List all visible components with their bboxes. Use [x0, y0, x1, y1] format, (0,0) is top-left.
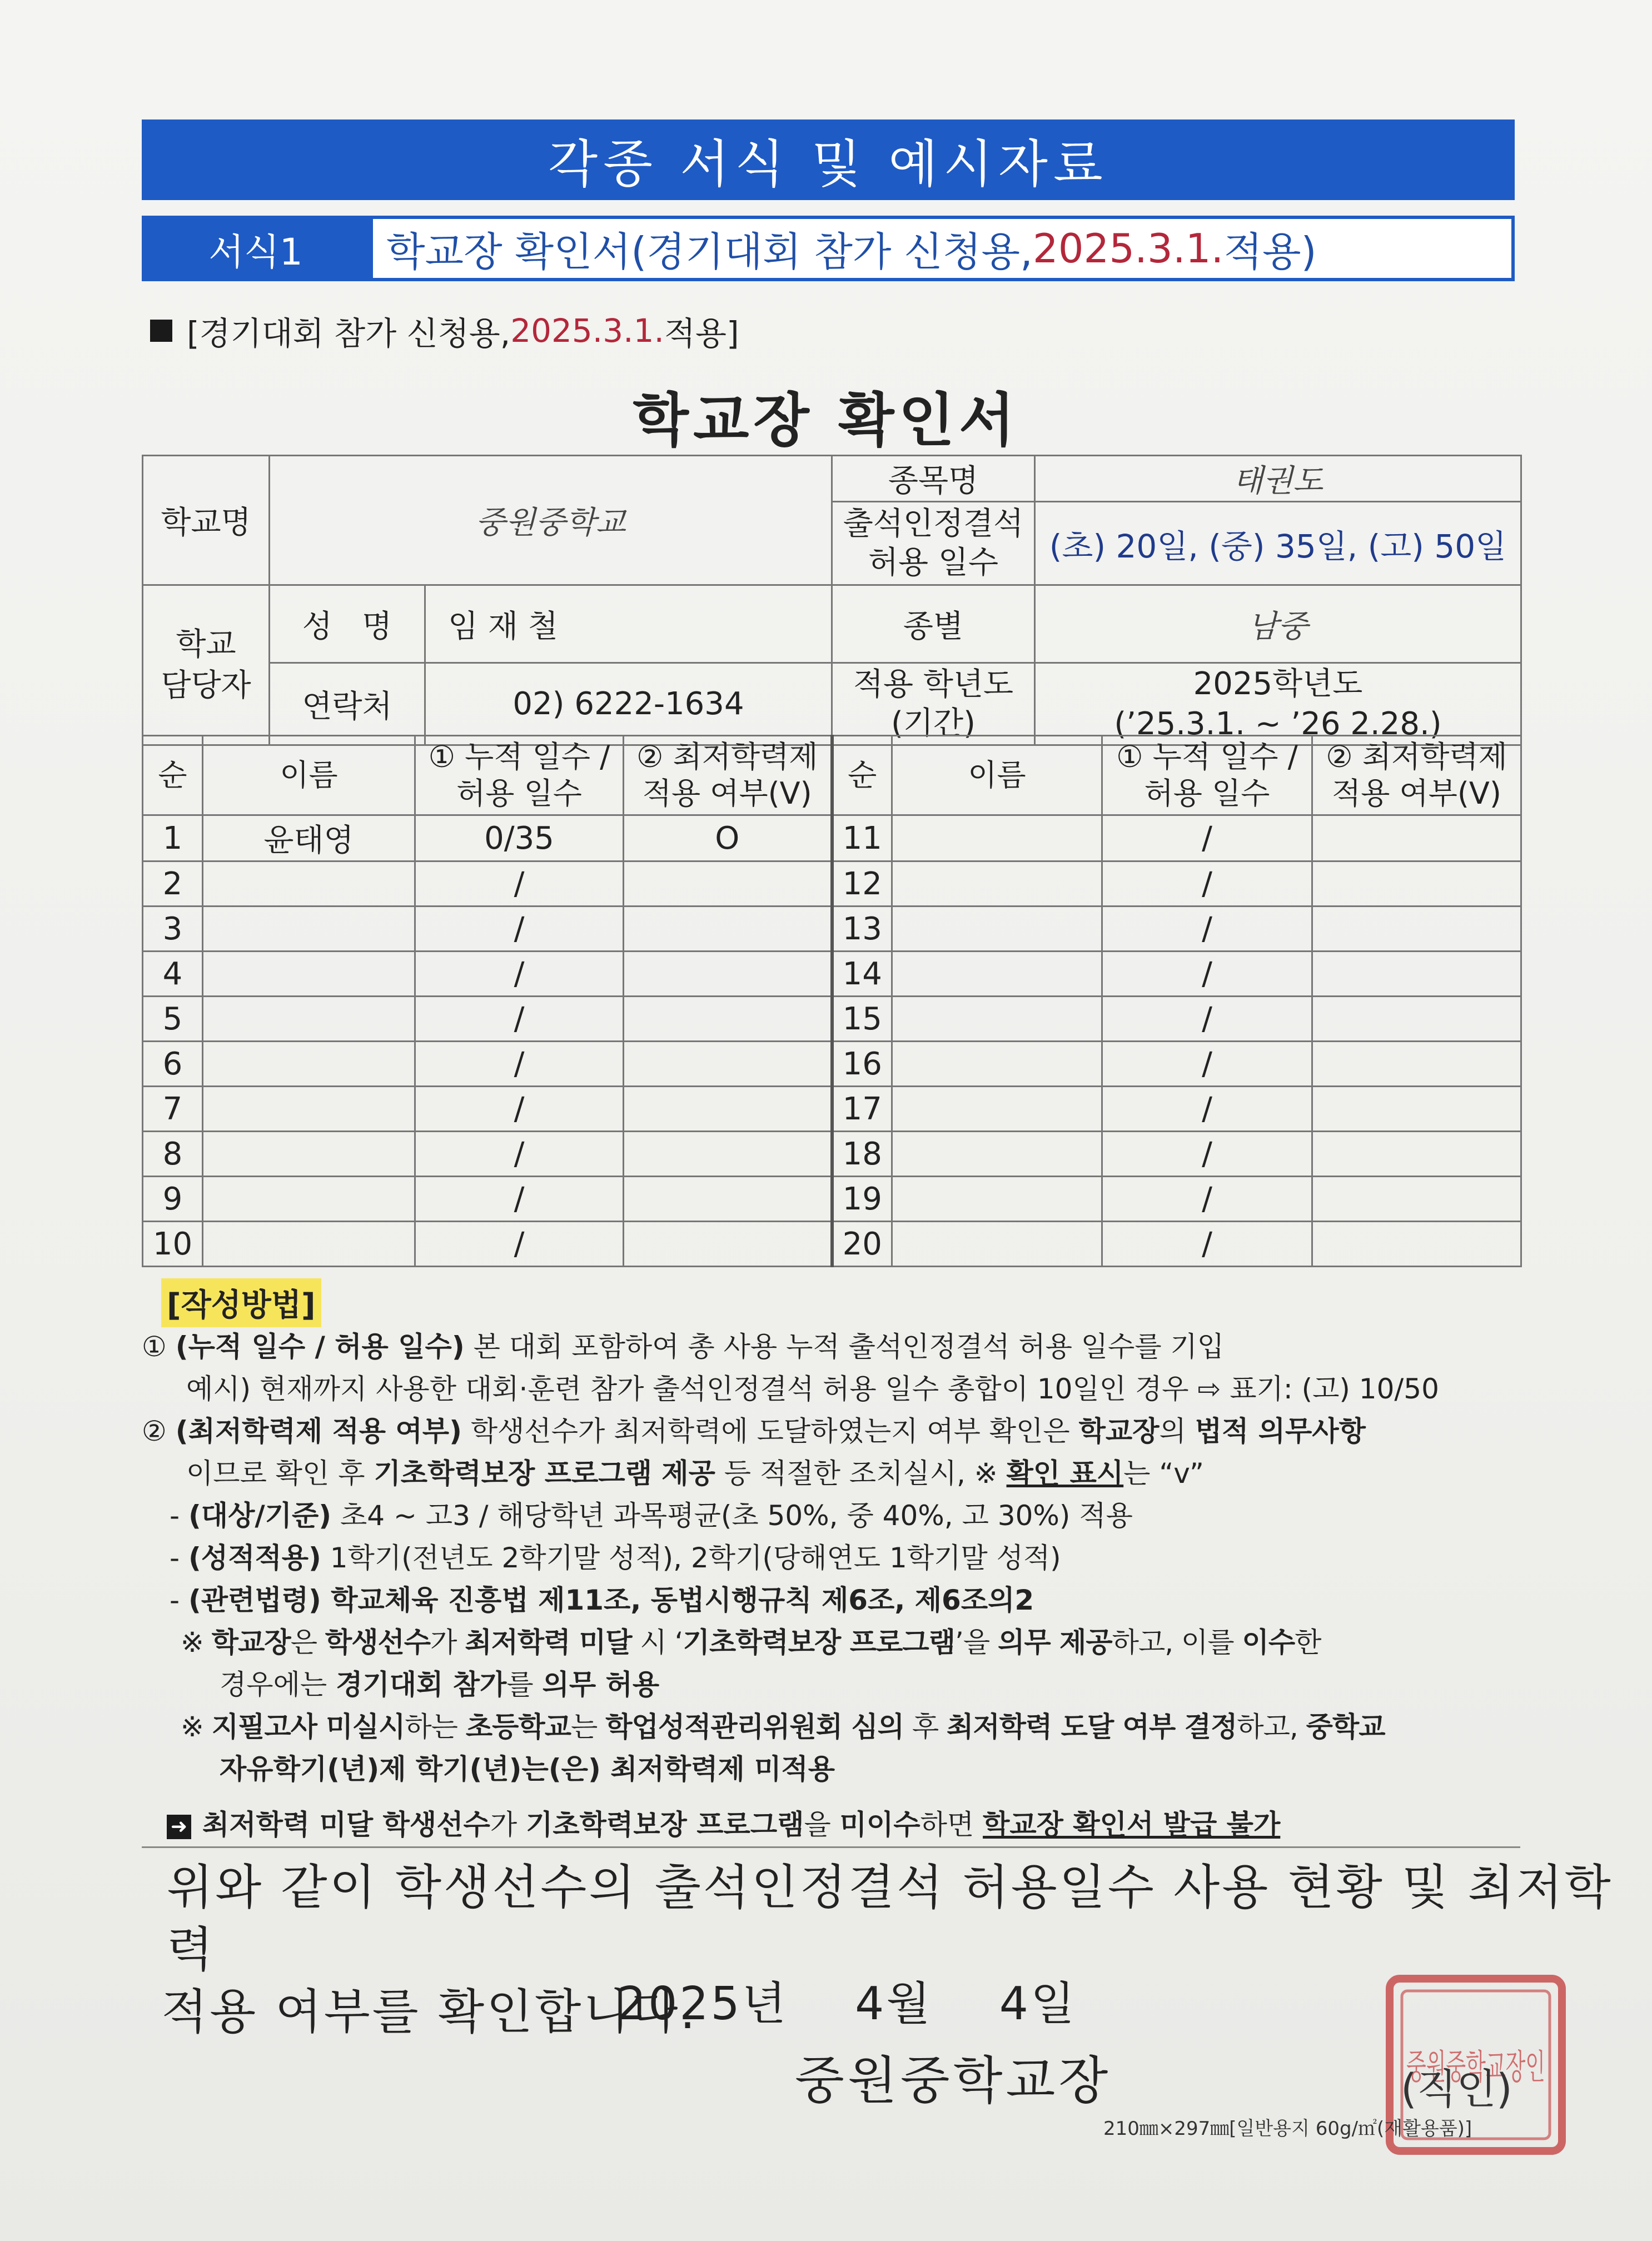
note-bold: 학교장 — [211, 1626, 291, 1659]
remark-1 — [181, 1621, 1321, 1664]
min-level-check — [624, 1177, 832, 1222]
note-marker: ① — [142, 1331, 176, 1363]
col-header-min-line: ② 최저학력제 — [1326, 739, 1507, 774]
student-name — [892, 1177, 1102, 1222]
form-name-part: 적용) — [1223, 228, 1317, 275]
note-text: 본 대회 포함하여 총 사용 누적 출석인정결석 허용 일수를 기입 — [464, 1331, 1225, 1363]
note-bold: 법적 의무사항 — [1195, 1415, 1366, 1447]
min-level-check — [1312, 1042, 1521, 1087]
cumulative-days: / — [415, 1132, 624, 1177]
row-number: 19 — [832, 1177, 892, 1222]
note-text: 하면 — [920, 1809, 983, 1841]
col-header-min-level — [1312, 736, 1521, 815]
cumulative-days: / — [1102, 1222, 1312, 1267]
col-header-days-line: 허용 일수 — [456, 776, 582, 811]
cumulative-days: / — [415, 861, 624, 907]
note-text: 시 ‘ — [631, 1626, 683, 1659]
cumulative-days: / — [415, 1222, 624, 1267]
row-number: 10 — [143, 1222, 203, 1267]
col-header-min-line: 적용 여부(V) — [1332, 776, 1501, 811]
detail-law — [170, 1579, 1034, 1621]
note-1 — [142, 1326, 1224, 1368]
remark-2 — [181, 1706, 1385, 1748]
sport-value: 태권도 — [1035, 456, 1521, 502]
note-marker: ※ — [181, 1626, 212, 1659]
table-row — [143, 952, 1521, 997]
cumulative-days: / — [415, 1042, 624, 1087]
cumulative-days: / — [1102, 1042, 1312, 1087]
note-text: 등 적절한 조치실시, ※ — [715, 1457, 1007, 1490]
issue-date: 2025년 4월 4일 — [617, 1978, 1077, 2030]
form-name-part: 학교장 확인서(경기대회 참가 신청용, — [386, 228, 1033, 275]
table-row — [143, 861, 1521, 907]
row-number: 2 — [143, 861, 203, 907]
col-header-name: 이름 — [203, 736, 415, 815]
forms-banner: 각종 서식 및 예시자료 — [142, 119, 1515, 200]
division-value: 남중 — [1035, 585, 1521, 663]
min-level-check — [1312, 1222, 1521, 1267]
note-bold: 학업성적관리위원회 심의 — [605, 1711, 904, 1743]
note-2-cont — [186, 1452, 1204, 1495]
student-name — [203, 1042, 415, 1087]
row-number: 6 — [143, 1042, 203, 1087]
form-subtitle — [150, 307, 739, 354]
note-marker: - — [170, 1584, 188, 1616]
school-year-value — [1035, 663, 1521, 745]
note-text: 하고, 이를 — [1112, 1626, 1242, 1659]
col-header-min-line: 적용 여부(V) — [642, 776, 812, 811]
note-bold: (최저학력제 적용 여부) — [175, 1415, 462, 1447]
row-number: 3 — [143, 907, 203, 952]
staff-label-line: 담당자 — [161, 667, 251, 704]
school-year-value-line: 2025학년도 — [1193, 665, 1363, 702]
min-level-check — [624, 907, 832, 952]
cumulative-days: / — [415, 1177, 624, 1222]
form-title-bar — [142, 216, 1515, 281]
form-name — [370, 216, 1515, 281]
note-marker: ② — [142, 1415, 176, 1447]
row-number: 18 — [832, 1132, 892, 1177]
note-bold: (누적 일수 / 허용 일수) — [175, 1331, 465, 1363]
row-number: 1 — [143, 815, 203, 861]
cumulative-days: / — [1102, 1132, 1312, 1177]
staff-name-value: 임 재 철 — [425, 585, 832, 663]
note-text: 경우에는 — [220, 1669, 336, 1701]
min-level-check — [1312, 1087, 1521, 1132]
cumulative-days: / — [1102, 861, 1312, 907]
note-marker: - — [170, 1542, 188, 1574]
instructions-label: [작성방법] — [161, 1278, 321, 1327]
school-name-value: 중원중학교 — [270, 456, 832, 585]
row-number: 20 — [832, 1222, 892, 1267]
table-row — [143, 1177, 1521, 1222]
note-bold: (대상/기준) — [188, 1500, 332, 1532]
student-name — [892, 952, 1102, 997]
min-level-check: O — [624, 815, 832, 861]
cumulative-days: / — [1102, 997, 1312, 1042]
student-name — [892, 1042, 1102, 1087]
note-marker: - — [170, 1500, 188, 1532]
contact-label: 연락처 — [270, 663, 425, 745]
min-level-check — [1312, 861, 1521, 907]
min-level-check — [624, 861, 832, 907]
cumulative-days: / — [415, 1087, 624, 1132]
note-bold: 경기대회 참가 — [336, 1669, 507, 1701]
table-row — [143, 815, 1521, 861]
subtitle-part: 적용] — [664, 315, 739, 352]
note-bold: 이수 — [1242, 1626, 1295, 1659]
note-text: 를 — [506, 1669, 543, 1701]
note-bold: 학교장 확인서 발급 불가 — [983, 1809, 1281, 1841]
col-header-name: 이름 — [892, 736, 1102, 815]
student-name — [892, 815, 1102, 861]
note-text: 초4 ~ 고3 / 해당학년 과목평균(초 50%, 중 40%, 고 30%) 적용 — [331, 1500, 1133, 1532]
school-year-label-line: (기간) — [891, 705, 976, 741]
col-header-days — [415, 736, 624, 815]
staff-name-label: 성 명 — [270, 585, 425, 663]
row-number: 5 — [143, 997, 203, 1042]
note-bold: 최저학력 미달 — [465, 1626, 632, 1659]
attendance-allowance-value: (초) 20일, (중) 35일, (고) 50일 — [1035, 502, 1521, 585]
col-header-min-level — [624, 736, 832, 815]
note-text: 을 — [804, 1809, 840, 1841]
principal-title: 중원중학교장 — [795, 2051, 1112, 2110]
note-bold: 미이수 — [839, 1809, 920, 1841]
note-text: 하는 — [405, 1711, 466, 1743]
school-year-value-line: (’25.3.1. ~ ’26 2.28.) — [1114, 705, 1442, 742]
confirmation-line: 적용 여부를 확인합니다. — [161, 1984, 698, 2040]
col-header-days-line: ① 누적 일수 / — [1116, 739, 1298, 774]
student-roster-table — [142, 735, 1522, 1267]
row-number: 15 — [832, 997, 892, 1042]
arrow-box-icon: ➜ — [167, 1815, 191, 1839]
note-text: 은 — [290, 1626, 325, 1659]
attendance-label-line: 출석인정결석 — [843, 505, 1024, 542]
cumulative-days: / — [1102, 815, 1312, 861]
student-name — [892, 1132, 1102, 1177]
student-name — [892, 997, 1102, 1042]
contact-value: 02) 6222-1634 — [425, 663, 832, 745]
table-row — [143, 907, 1521, 952]
form-name-date: 2025.3.1. — [1032, 225, 1224, 272]
min-level-check — [1312, 815, 1521, 861]
min-level-check — [624, 1132, 832, 1177]
note-text: 는 — [571, 1711, 606, 1743]
min-level-check — [1312, 952, 1521, 997]
note-text: 하고, — [1237, 1711, 1306, 1743]
seal-text: 중원중학교장인 — [1406, 2046, 1545, 2087]
student-name — [203, 907, 415, 952]
student-name — [892, 861, 1102, 907]
col-header-no: 순 — [143, 736, 203, 815]
paper-spec: 210㎜×297㎜[일반용지 60g/㎡(재활용품)] — [1103, 2118, 1472, 2140]
student-name — [892, 1087, 1102, 1132]
note-bold: 의무 제공 — [998, 1626, 1112, 1659]
min-level-check — [624, 1222, 832, 1267]
row-number: 8 — [143, 1132, 203, 1177]
cumulative-days: / — [1102, 1177, 1312, 1222]
min-level-check — [624, 1042, 832, 1087]
student-name — [892, 1222, 1102, 1267]
division-label: 종별 — [832, 585, 1035, 663]
note-text: 1학기(전년도 2학기말 성적), 2학기(당해연도 1학기말 성적) — [321, 1542, 1061, 1574]
square-bullet-icon — [150, 320, 172, 342]
min-level-check — [1312, 1132, 1521, 1177]
note-text: 학생선수가 최저학력에 도달하였는지 여부 확인은 — [461, 1415, 1079, 1447]
min-level-check — [1312, 1177, 1521, 1222]
cumulative-days: / — [415, 997, 624, 1042]
note-text: 후 — [903, 1711, 947, 1743]
note-bold: 최저학력 도달 여부 결정 — [947, 1711, 1237, 1743]
student-name: 윤태영 — [203, 815, 415, 861]
note-bold: 지필고사 미실시 — [211, 1711, 405, 1743]
min-level-check — [624, 997, 832, 1042]
seal-label: (직인) — [1401, 2065, 1512, 2113]
school-staff-label — [143, 585, 270, 745]
col-header-min-line: ② 최저학력제 — [636, 739, 818, 774]
col-header-days-line: 허용 일수 — [1144, 776, 1270, 811]
note-bold: 초등학교 — [465, 1711, 571, 1743]
row-number: 17 — [832, 1087, 892, 1132]
row-number: 14 — [832, 952, 892, 997]
cumulative-days: 0/35 — [415, 815, 624, 861]
note-marker: ※ — [181, 1711, 212, 1743]
subtitle-date: 2025.3.1. — [510, 312, 664, 350]
attendance-label-line: 허용 일수 — [868, 544, 999, 581]
document-title: 학교장 확인서 — [633, 386, 1019, 454]
note-text: 한 — [1295, 1626, 1321, 1659]
note-bold: 기초학력보장 프로그램 제공 — [374, 1457, 715, 1490]
detail-grades — [170, 1537, 1061, 1579]
cumulative-days: / — [415, 907, 624, 952]
student-name — [203, 952, 415, 997]
note-bold: 기초학력보장 프로그램 — [526, 1809, 804, 1841]
student-name — [203, 861, 415, 907]
confirmation-line: 위와 같이 학생선수의 출석인정결석 허용일수 사용 현황 및 최저학력 — [167, 1860, 1613, 1978]
min-level-check — [1312, 997, 1521, 1042]
note-bold: 확인 표시 — [1006, 1457, 1124, 1490]
table-row — [143, 1042, 1521, 1087]
col-header-days — [1102, 736, 1312, 815]
table-row — [143, 1132, 1521, 1177]
remark-1-cont — [220, 1664, 659, 1706]
note-bold: (성적적용) — [188, 1542, 321, 1574]
note-text: 가 — [430, 1626, 465, 1659]
note-bold: 학생선수 — [325, 1626, 431, 1659]
cumulative-days: / — [415, 952, 624, 997]
row-number: 4 — [143, 952, 203, 997]
note-text: ’을 — [954, 1626, 998, 1659]
school-year-label-line: 적용 학년도 — [853, 666, 1014, 703]
note-bold: 의무 허용 — [542, 1669, 660, 1701]
school-name-label: 학교명 — [143, 456, 270, 585]
remark-2-cont: 자유학기(년)제 학기(년)는(은) 최저학력제 미적용 — [220, 1753, 835, 1785]
student-name — [203, 1087, 415, 1132]
note-2 — [142, 1410, 1366, 1452]
note-bold: 기초학력보장 프로그램 — [683, 1626, 955, 1659]
row-number: 13 — [832, 907, 892, 952]
cumulative-days: / — [1102, 952, 1312, 997]
note-1-example: 예시) 현재까지 사용한 대회·훈련 참가 출석인정결석 허용 일수 총합이 10일인 경우 ⇨ 표기: (고) 10/50 — [186, 1373, 1439, 1405]
sport-label: 종목명 — [832, 456, 1035, 502]
row-number: 12 — [832, 861, 892, 907]
attendance-allowance-label — [832, 502, 1035, 585]
cumulative-days: / — [1102, 1087, 1312, 1132]
form-number-tag: 서식1 — [142, 216, 370, 281]
school-year-label — [832, 663, 1035, 745]
cumulative-days: / — [1102, 907, 1312, 952]
subtitle-part: [경기대회 참가 신청용, — [187, 315, 511, 352]
staff-label-line: 학교 — [176, 626, 236, 663]
col-header-no: 순 — [832, 736, 892, 815]
student-name — [203, 1177, 415, 1222]
student-name — [203, 1132, 415, 1177]
note-bold: 최저학력 미달 학생선수 — [202, 1809, 490, 1841]
row-number: 7 — [143, 1087, 203, 1132]
min-level-check — [624, 1087, 832, 1132]
row-number: 11 — [832, 815, 892, 861]
note-bold: (관련법령) 학교체육 진흥법 제11조, 동법시행규칙 제6조, 제6조의2 — [188, 1584, 1034, 1616]
note-text: 이므로 확인 후 — [186, 1457, 374, 1490]
student-name — [892, 907, 1102, 952]
row-number: 9 — [143, 1177, 203, 1222]
student-name — [203, 1222, 415, 1267]
table-row — [143, 997, 1521, 1042]
section-divider — [142, 1846, 1520, 1848]
table-row — [143, 1222, 1521, 1267]
note-bold: 중학교 — [1306, 1711, 1385, 1743]
school-info-table — [142, 455, 1522, 746]
min-level-check — [624, 952, 832, 997]
row-number: 16 — [832, 1042, 892, 1087]
warning-line — [167, 1804, 1280, 1846]
note-text: 가 — [490, 1809, 526, 1841]
detail-target — [170, 1495, 1133, 1537]
note-text: 의 — [1159, 1415, 1195, 1447]
min-level-check — [1312, 907, 1521, 952]
table-row — [143, 1087, 1521, 1132]
note-text: 는 “v” — [1123, 1457, 1204, 1490]
col-header-days-line: ① 누적 일수 / — [428, 739, 610, 774]
note-bold: 학교장 — [1078, 1415, 1160, 1447]
student-name — [203, 997, 415, 1042]
